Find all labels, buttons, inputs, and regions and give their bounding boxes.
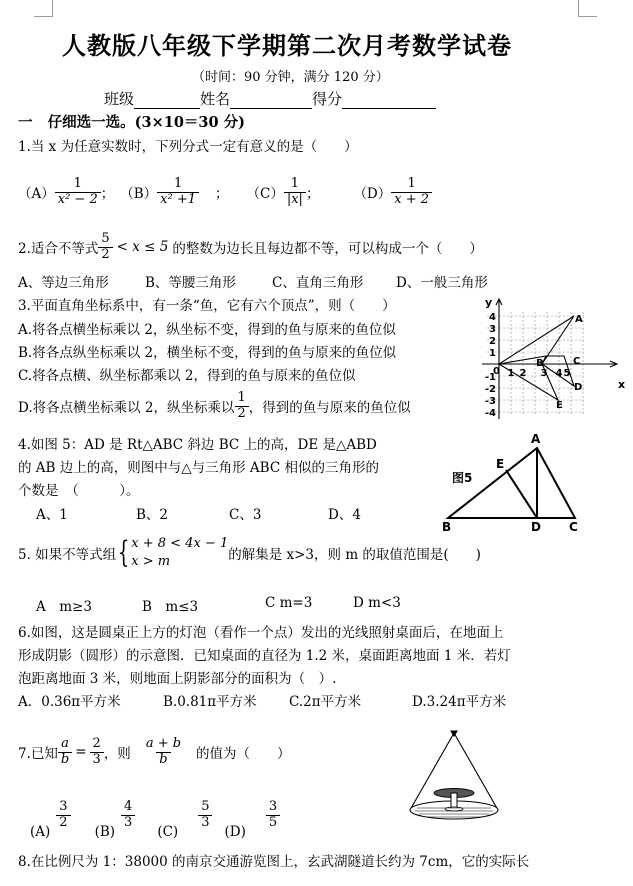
y-tick-4: 4 [489,312,496,323]
q3-opt-d [18,386,411,426]
q4-opt-b: B、2 [136,507,169,523]
q3-opt-d-post: ，得到的鱼与原来的鱼位似 [248,400,411,416]
q7-opt-c-num: 5 [201,798,210,814]
q1-opt-d-num: 1 [407,175,416,191]
q7-opt-b-label: (B) [94,824,116,840]
tri-point-c: C [569,520,578,534]
fish-point-e: E [556,400,563,411]
q6-line2: 形成阴影（圆形）的示意图．已知桌面的直径为 1.2 米，桌面距离地面 1 米．若灯 [18,648,511,664]
q5-brace: { [117,535,130,570]
q7-opt-d-den: 5 [266,815,280,831]
corner-mark-right [578,0,597,17]
figure-5-triangle [440,430,590,534]
q7-given-fraction [58,737,72,768]
q7-post: 的值为（ ） [196,746,291,762]
q7-opt-b-num: 4 [124,798,133,814]
q5-stem [18,531,481,575]
q3-opt-d-fraction [235,391,249,422]
q5-post: 的解集是 x>3，则 m 的取值范围是( ) [228,547,481,563]
q7-stem [18,727,291,777]
q7-opt-d-num: 3 [268,798,278,814]
section-heading [18,111,245,132]
q7-opt-d-fraction [266,800,280,831]
score-blank [342,108,436,109]
q1-sep-c: ； [305,186,320,202]
fish-point-labels [536,314,583,411]
q3-opt-b: B.将各点纵坐标乘以 2，横坐标不变，得到的鱼与原来的鱼位似 [18,345,397,361]
q1-stem: 1.当 x 为任意实数时，下列分式一定有意义的是（ ） [18,139,358,155]
q7-mid: ，则 [103,746,131,762]
q2-frac-den: 2 [98,247,112,263]
q1-opt-b-label: （B） [120,186,158,202]
q5-system [131,535,228,570]
q7-given-num: a [61,735,69,751]
q1-opt-d-fraction [391,177,432,208]
q6-opt-c: C.2π平方米 [289,694,362,710]
q7-pre: 7.已知 [18,746,58,762]
tri-point-a: A [531,432,541,446]
fish-coordinate-graph [476,294,628,436]
q4-opt-a: A、1 [36,507,68,523]
fish-x-ticks [508,368,571,379]
exam-info: （时间：90 分钟，满分 120 分） [192,70,389,85]
fish-axes [482,299,617,419]
q3-opt-d-pre: D.将各点横坐标乘以 2，纵坐标乘以 [18,400,235,416]
y-tick-neg2: -2 [484,384,496,395]
ground-shadow [410,789,498,820]
q1-opt-b-den: x² +1 [157,192,199,208]
q4-line1: 4.如图 5：AD 是 Rt△ABC 斜边 BC 上的高，DE 是△ABD [18,437,377,453]
section-title: 仔细选一选。(3×10＝30 分) [47,114,246,131]
y-tick-1: 1 [489,348,496,359]
q2-pre: 2.适合不等式 [18,241,99,257]
q1-opt-c-num: 1 [290,175,300,191]
class-blank [134,108,200,109]
q3-opt-a: A.将各点横坐标乘以 2，纵坐标不变，得到的鱼与原来的鱼位似 [18,322,396,338]
lamp-shadow-figure [405,728,503,824]
q1-opt-b-num: 1 [173,175,183,191]
q5-opt-b: B m≤3 [142,599,199,615]
q4-opt-d: D、4 [328,507,361,523]
tri-point-e: E [496,457,505,471]
q7-opt-c-label: (C) [157,824,179,840]
q8-line1: 8.在比例尺为 1：38000 的南京交通游览图上，玄武湖隧道长约为 7cm，它的实际长 [18,854,530,870]
q6-opt-d: D.3.24π平方米 [412,694,507,710]
q1-opt-a-label: （A） [18,186,55,202]
q1-opt-a-fraction [55,177,101,208]
q7-opt-a-den: 2 [56,815,70,831]
page-title: 人教版八年级下学期第二次月考数学试卷 [62,31,512,60]
q1-opt-c-den: |x| [284,192,306,208]
x-tick-4: 4 [555,368,563,379]
q5-opt-a: A m≥3 [36,599,92,615]
q2-inequality: < x ≤ 5 [116,239,169,255]
corner-mark-left [34,0,53,17]
q2-stem [18,227,483,267]
q6-line3: 泡距离地面 3 米，则地面上阴影部分的面积为（ ）. [18,671,337,687]
q6-opt-b: B.0.81π平方米 [163,694,257,710]
q7-opt-b-den: 3 [121,815,135,831]
q3-opt-d-num: 1 [237,389,246,405]
q5-opt-d: D m<3 [353,595,401,611]
y-tick-neg1: -1 [484,372,496,383]
name-blank [230,108,312,109]
figure-5-label: 图5 [452,471,473,485]
x-tick-1: 1 [507,368,515,379]
q3-opt-d-den: 2 [235,406,249,422]
q7-expr-fraction [143,737,184,768]
tri-point-d: D [531,520,541,534]
student-info-line [104,88,436,109]
q7-value-num: 2 [92,735,101,751]
q5-system-eq1: x + 8 < 4x − 1 [131,536,229,552]
q1-opt-a-den: x² − 2 [55,192,101,208]
q7-opt-a-fraction [56,800,70,831]
q7-expr-den: b [156,752,170,768]
tri-point-b: B [442,520,452,534]
q4-opt-c: C、3 [229,507,262,523]
fish-point-d: D [574,382,583,393]
q3-stem: 3.平面直角坐标系中，有一条“鱼，它有六个顶点”，则（ ） [18,298,396,314]
name-label: 姓名 [200,90,231,108]
q7-opt-a-num: 3 [59,798,68,814]
section-number: 一 [18,114,33,131]
q1-opt-c-fraction [284,177,306,208]
q5-system-eq2: x > m [131,554,171,569]
q7-opt-a-label: (A) [30,824,51,840]
fish-point-b: B [536,358,544,369]
q2-opt-c: C、直角三角形 [272,275,364,291]
q1-opt-c-label: （C） [246,186,284,202]
q7-value-fraction [90,737,104,768]
q3-opt-c: C.将各点横、纵坐标都乘以 2，得到的鱼与原来的鱼位似 [18,368,356,384]
q1-sep-a: ； [100,186,115,202]
q1-opt-a-num: 1 [73,175,82,191]
q7-opt-c-fraction [198,800,212,831]
q7-opt-b-fraction [121,800,135,831]
x-tick-5: 5 [563,368,571,379]
score-label: 得分 [312,90,343,108]
x-tick-2: 2 [519,368,527,379]
q7-value-den: 3 [90,752,104,768]
fish-point-c: C [573,356,581,367]
q6-opt-a: A．0.36π平方米 [18,694,121,710]
y-tick-neg3: -3 [484,396,496,407]
q2-opt-d: D、一般三角形 [396,275,488,291]
q2-frac-num: 5 [101,230,110,246]
y-tick-3: 3 [489,324,496,335]
q7-opt-c-den: 3 [198,815,212,831]
q7-given-den: b [58,752,72,768]
q1-opt-d-den: x + 2 [391,192,432,208]
q1-opt-b-fraction [157,177,199,208]
q2-opt-b: B、等腰三角形 [145,275,236,291]
q7-expr-num: a + b [145,735,182,751]
q5-opt-c: C m=3 [265,595,313,611]
q2-post: 的整数为边长且每边都不等，可以构成一个（ ） [172,241,483,257]
q4-line3: 个数是 （ ）。 [18,483,140,499]
axis-x-label: x [618,378,626,391]
q1-options [18,170,432,214]
class-label: 班级 [104,90,135,108]
fish-point-a: A [575,314,583,325]
y-tick-2: 2 [489,336,496,347]
q1-opt-d-label: （D） [353,186,392,202]
q1-sep-b: ； [215,186,229,202]
q7-opt-d-label: (D) [224,824,246,840]
axis-y-label: y [485,296,493,309]
q5-pre: 5. 如果不等式组 [18,547,117,563]
q6-line1: 6.如图，这是圆桌正上方的灯泡（看作一个点）发出的光线照射桌面后，在地面上 [18,625,504,641]
q2-fraction [98,232,112,263]
q7-options [30,790,280,840]
q2-opt-a: A、等边三角形 [18,275,109,291]
x-tick-3: 3 [540,368,548,379]
origin-label: 0 [493,366,500,377]
q4-line2: 的 AB 边上的高，则图中与△与三角形 ABC 相似的三角形的 [18,460,379,476]
q7-equals: = [75,744,87,760]
y-tick-neg4: -4 [484,408,496,419]
